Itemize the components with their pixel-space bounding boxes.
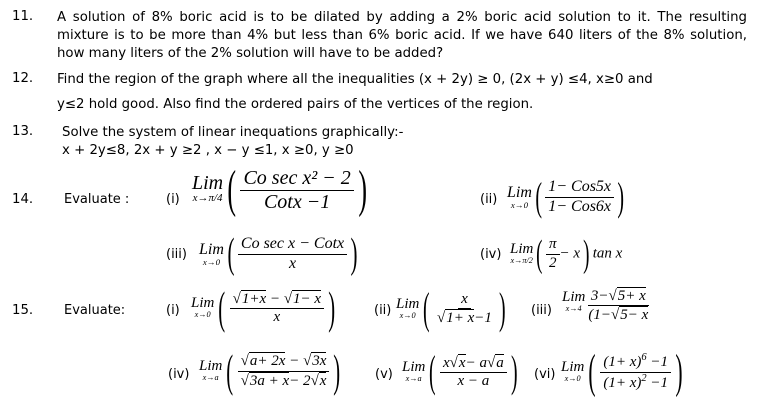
part-label: (iv) [168,367,190,382]
lim-word: Lim [199,240,224,258]
part-label: (iii) [166,247,187,262]
question-text-line-2: x + 2y≤8, 2x + y ≥2 , x − y ≤1, x ≥0, y ≥0 [62,143,354,158]
denominator-part: (1− [588,307,611,324]
question-number: 13. [12,124,34,139]
question-number: 11. [12,9,34,24]
denominator: Cotx −1 [263,190,331,213]
denominator: x [273,309,281,325]
numerator: π [546,236,560,254]
question-number: 12. [12,71,34,86]
lim-subscript: x→a [405,374,422,384]
part-label: (i) [166,192,180,207]
limit-expression-14iii: Lim x→0 ( $\frac{\text{Co sec x − Cotx}}{x}$ ) [199,231,358,277]
numerator-part: 3− [590,288,609,304]
radicand: 3a + x [249,372,290,389]
lim-subscript: x→0 [510,199,528,210]
radicand: x [319,372,327,389]
lim-word: Lim [192,171,224,194]
limit-expression-14iv: Lim x→π/2 ( $\frac{\pi}{2}$ − x) tan x [510,233,623,275]
limit-expression-15vi: Lim x→0 ( $\frac{(1+ x)^6 -1}{(1+ x)^2 -1}$ ) [561,345,683,398]
denominator: x [288,254,297,272]
part-label: (iii) [531,303,552,318]
denominator-part: − 2 [289,372,311,389]
denominator-base: (1+ x) [603,374,642,391]
lim-subscript: x→0 [399,311,416,321]
part-label: (vi) [534,367,556,382]
lim-word: Lim [396,296,420,313]
numerator-part: −1 [650,354,668,371]
denominator: x − a [457,373,490,389]
numerator: 1− Cos5x [545,178,614,197]
radicand: a [496,354,504,371]
part-label: (iv) [480,247,502,262]
radicand: 5− x [620,307,649,324]
trailing-factor: tan x [592,245,623,262]
lim-subscript: x→π/2 [510,256,533,266]
limit-expression-14i: Lim x→π/4 ( $\frac{\text{Co sec x² − 2}}{\text{Cotx −1}}$ ) [192,161,367,218]
denominator-part: −1 [650,374,668,391]
lim-subscript: x→0 [564,374,581,384]
radicand: 1+x [241,290,267,307]
numerator-part: − a [465,354,487,371]
question-text-line-1: Solve the system of linear inequations graphically:- [62,125,404,140]
lim-subscript: x→π/4 [192,191,223,204]
numerator: x [458,291,471,309]
question-text-line-1: Find the region of the graph where all the inequalities (x + 2y) ≥ 0, (2x + y) ≤4, x≥0 and [57,72,653,87]
question-number: 15. [12,303,34,318]
radicand: 1− x [293,290,322,307]
limit-expression-14ii: Lim x→0 ( $\frac{\text{1− Cos5x}}{\text{1− Cos6x}}$ ) [507,174,625,219]
lim-word: Lim [562,289,586,306]
radicand: 3x [312,353,327,370]
denominator: 1− Cos6x [548,197,612,215]
denominator-rest: −1 [474,310,492,326]
lim-word: Lim [510,241,534,258]
question-text: A solution of 8% boric acid is to be dilated by adding a 2% boric acid solution to it. The resulting mixture is to be more than 4% but less than 6% boric acid. If we have 640 liters of the 8% solution, how many liters of the 2% solution will have to be added? [57,10,747,61]
numerator: Co sec x − Cotx [238,235,347,254]
exponent: 2 [641,372,647,384]
lim-word: Lim [402,359,426,376]
part-label: (ii) [480,192,498,207]
lim-subscript: x→4 [565,304,582,314]
lim-subscript: x→0 [194,310,211,320]
limit-expression-15v: Lim x→a ( $\frac{x√x- a√a}{x - a}$ ) [402,347,518,396]
limit-expression-15i: Lim x→0 ( $\frac{√1+x - √1- x}{x}$ ) [191,282,336,333]
lim-word: Lim [191,295,215,312]
evaluate-label: Evaluate: [64,303,126,318]
expression-rest: − x [559,245,581,262]
limit-expression-15ii: Lim x→0 ( $\frac{x}{√1+ x-1}$ ) [396,284,506,333]
numerator: Co sec x² − 2 [240,167,353,191]
part-label: (ii) [374,303,392,318]
lim-word: Lim [507,183,532,201]
limit-expression-15iv: Lim x→a ( $\frac{√a+ 2x - √3x}{√3a + x- 2√x}$ ) [199,345,341,396]
part-label: (i) [166,303,180,318]
lim-word: Lim [561,359,585,376]
limit-expression-15iii: Lim x→4 $\frac{3-√5+ x}{(1-√5- x}$ [562,288,649,324]
numerator-part: x [443,354,450,371]
exponent: 6 [641,352,647,364]
lim-word: Lim [199,358,223,375]
radicand: 1+ x [446,310,475,326]
part-label: (v) [375,367,393,382]
numerator-base: (1+ x) [603,354,642,371]
denominator: 2 [549,254,557,271]
radicand: x [458,354,466,371]
evaluate-label: Evaluate : [64,192,130,207]
question-number: 14. [12,192,34,207]
lim-subscript: x→a [202,373,219,383]
question-text-line-2: y≤2 hold good. Also find the ordered pairs of the vertices of the region. [57,97,534,112]
radicand: a+ 2x [249,353,286,370]
lim-subscript: x→0 [202,256,220,267]
radicand: 5+ x [617,288,646,304]
